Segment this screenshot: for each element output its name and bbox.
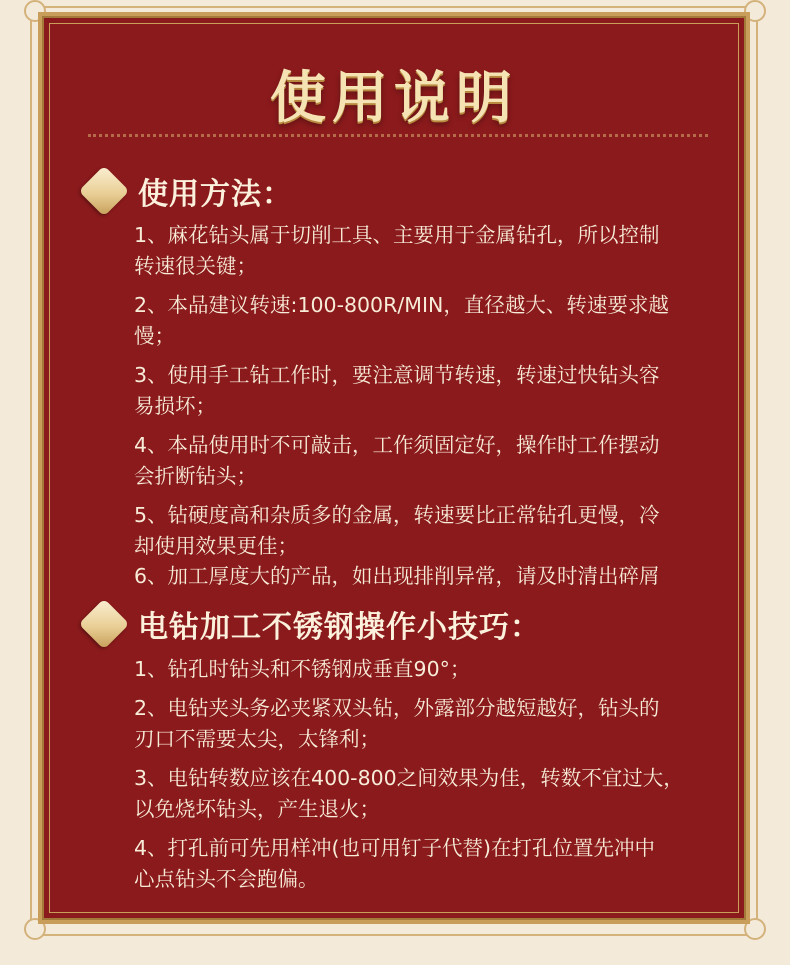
list-item bbox=[134, 430, 734, 492]
title-divider bbox=[88, 134, 708, 137]
item-line: 却使用效果更佳； bbox=[134, 534, 298, 558]
item-line: 4、本品使用时不可敲击，工作须固定好，操作时工作摆动 bbox=[134, 433, 660, 457]
list-item bbox=[134, 561, 734, 592]
diamond-bullet-icon bbox=[79, 599, 130, 650]
item-line: 转速很关键； bbox=[134, 254, 257, 278]
list-item bbox=[134, 833, 734, 895]
list-item bbox=[134, 360, 734, 422]
section-title: 电钻加工不锈钢操作小技巧： bbox=[138, 610, 541, 645]
list-item bbox=[134, 500, 734, 562]
item-line: 1、麻花钻头属于切削工具、主要用于金属钻孔，所以控制 bbox=[134, 223, 660, 247]
item-line: 刃口不需要太尖，太锋利； bbox=[134, 727, 380, 751]
section-heading-usage bbox=[78, 166, 293, 216]
instructions-panel bbox=[38, 12, 750, 924]
item-line: 4、打孔前可先用样冲(也可用钉子代替)在打孔位置先冲中 bbox=[134, 836, 656, 860]
item-line: 5、钻硬度高和杂质多的金属，转速要比正常钻孔更慢，冷 bbox=[134, 503, 660, 527]
item-line: 1、钻孔时钻头和不锈钢成垂直90°； bbox=[134, 657, 471, 681]
item-line: 2、本品建议转速:100-800R/MIN，直径越大、转速要求越 bbox=[134, 293, 669, 317]
item-line: 3、使用手工钻工作时，要注意调节转速，转速过快钻头容 bbox=[134, 363, 660, 387]
item-line: 易损坏； bbox=[134, 394, 216, 418]
item-line: 6、加工厚度大的产品，如出现排削异常，请及时清出碎屑 bbox=[134, 564, 660, 588]
item-line: 2、电钻夹头务必夹紧双头钻，外露部分越短越好，钻头的 bbox=[134, 696, 660, 720]
diamond-bullet-icon bbox=[79, 166, 130, 217]
item-line: 慢； bbox=[134, 324, 175, 348]
item-line: 以免烧坏钻头，产生退火； bbox=[134, 797, 380, 821]
item-line: 心点钻头不会跑偏。 bbox=[134, 867, 319, 891]
section-title: 使用方法： bbox=[138, 177, 293, 212]
list-item bbox=[134, 654, 734, 685]
item-line: 会折断钻头； bbox=[134, 464, 257, 488]
list-item bbox=[134, 763, 734, 825]
page-title: 使用说明 bbox=[270, 65, 518, 131]
item-line: 3、电钻转数应该在400-800之间效果为佳，转数不宜过大， bbox=[134, 766, 684, 790]
section-heading-tips bbox=[78, 599, 541, 649]
list-item bbox=[134, 220, 734, 282]
list-item bbox=[134, 693, 734, 755]
list-item bbox=[134, 290, 734, 352]
